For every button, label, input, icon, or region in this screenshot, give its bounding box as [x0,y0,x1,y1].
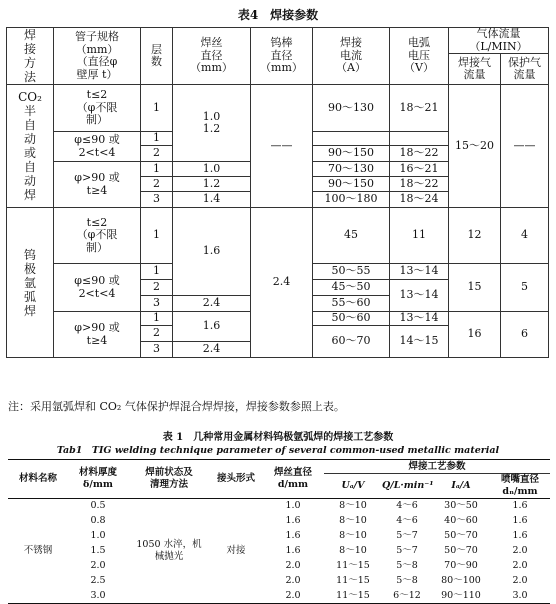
co2-layer: 1 [141,162,173,177]
table-note: 注：采用氩弧焊和 CO₂ 气体保护焊混合焊焊接，焊接参数参照上表。 [8,400,345,413]
co2-voltage: 16～21 [390,162,449,177]
row-wire: 2.0 [285,560,301,571]
co2-layer: 3 [141,192,173,208]
prep-method: 1050 水淬，机 械抛光 [128,499,210,604]
co2-wire: 1.4 [173,192,251,208]
row-wire: 1.6 [285,530,301,541]
co2-spec-2: φ≤90 或 2<t<4 [54,132,141,162]
row-nozzle: 2.0 [512,560,528,571]
co2-layer: 1 [141,85,173,132]
table4-title: 表4 焊接参数 [237,8,319,22]
tig-current: 45～50 [313,280,390,296]
row-nozzle: 1.6 [512,515,528,526]
row-thickness: 2.5 [90,575,106,586]
row-thickness: 1.0 [90,530,106,541]
welding-parameters-table [6,27,549,358]
tig-current: 50～55 [313,264,390,280]
tig-voltage: 14～15 [390,326,449,358]
co2-wire: 1.2 [173,177,251,192]
co2-current: 90～150 [313,146,390,162]
header-pipe-spec: 管子规格 （mm） （直径φ 壁厚 t） [54,28,141,85]
co2-current: 90～130 [313,85,390,132]
row-voltage: 11～15 [336,575,370,586]
tig-voltage: 13～14 [390,264,449,280]
row-thickness: 0.5 [90,500,106,512]
table1-title-en: Tab1 TIG welding technique parameter of several common-used metallic material [56,445,500,456]
co2-current [313,132,390,146]
tig-current: 45 [313,208,390,264]
material-name: 不锈钢 [8,499,68,604]
tig-gas-weld: 16 [449,312,501,358]
co2-voltage [390,132,449,146]
header-gas-flow: 气体流量 （L/MIN） [449,28,549,54]
tig-current: 60～70 [313,326,390,358]
tig-voltage: 13～14 [390,312,449,326]
tig-voltage: 13～14 [390,280,449,312]
row-flow: 5～8 [396,560,418,571]
row-nozzle: 3.0 [490,589,550,604]
tig-gas-shield: 5 [501,264,549,312]
co2-voltage: 18～22 [390,177,449,192]
tig-gas-weld: 12 [449,208,501,264]
header-joint: 接头形式 [210,460,262,499]
header-prep: 焊前状态及 清理方法 [128,460,210,499]
row-current: 90～110 [432,589,490,604]
row-thickness: 3.0 [68,589,128,604]
co2-layer: 2 [141,146,173,162]
row-current: 80～100 [441,575,481,586]
row-voltage: 8～10 [339,500,367,512]
row-thickness: 1.5 [90,545,106,556]
header-params: 焊接工艺参数 [324,460,550,474]
row-flow: 4～6 [396,515,418,526]
co2-tungsten: —— [251,85,313,208]
co2-voltage: 18～24 [390,192,449,208]
row-flow: 4～6 [396,500,418,512]
tig-current: 55～60 [313,296,390,312]
tig-gas-shield: 6 [501,312,549,358]
tig-layer: 1 [141,208,173,264]
co2-voltage: 18～21 [390,85,449,132]
row-current: 50～70 [444,530,478,541]
table1-title-cn: 表 1 几种常用金属材料钨极氩弧焊的焊接工艺参数 [162,432,394,443]
tig-tungsten: 2.4 [251,208,313,358]
row-nozzle: 1.6 [512,530,528,541]
row-flow: 5～7 [396,530,418,541]
tig-gas-weld: 15 [449,264,501,312]
row-flow: 5～8 [396,575,418,586]
header-tungsten-diameter: 钨棒 直径 （mm） [251,28,313,85]
tig-layer: 2 [141,326,173,342]
row-wire: 1.6 [285,545,301,556]
co2-current: 70～130 [313,162,390,177]
header-voltage: Uₐ/V [324,474,382,499]
tig-voltage: 11 [390,208,449,264]
row-nozzle: 1.6 [512,500,528,512]
tig-wire: 2.4 [173,296,251,312]
row-flow: 5～7 [396,545,418,556]
co2-current: 100～180 [313,192,390,208]
tig-wire: 1.6 [173,208,251,296]
row-nozzle: 2.0 [512,575,528,586]
row-wire: 1.6 [285,515,301,526]
tig-layer: 1 [141,264,173,280]
header-wire-diameter: 焊丝 直径 （mm） [173,28,251,85]
row-wire: 2.0 [262,589,324,604]
tig-layer: 3 [141,342,173,358]
header-shield-gas: 保护气 流量 [501,54,549,85]
co2-gas-weld: 15～20 [449,85,501,208]
row-voltage: 8～10 [339,515,367,526]
row-voltage: 11～15 [336,560,370,571]
co2-spec-1: t≤2 （φ不限 制） [54,85,141,132]
header-thickness: 材料厚度 δ/mm [68,460,128,499]
header-nozzle: 喷嘴直径 dₙ/mm [490,474,550,499]
tig-parameters-table [8,459,550,604]
row-wire: 1.0 [285,500,301,512]
header-weld-gas: 焊接气 流量 [449,54,501,85]
tig-gas-shield: 4 [501,208,549,264]
row-current: 70～90 [444,560,478,571]
row-flow: 6～12 [382,589,432,604]
co2-layer: 1 [141,132,173,146]
joint-type: 对接 [210,499,262,604]
co2-wire-top: 1.0 1.2 [173,85,251,162]
header-current: 焊接 电流 （A） [313,28,390,85]
row-wire: 2.0 [285,575,301,586]
tig-spec-1: t≤2 （φ不限 制） [54,208,141,264]
co2-gas-shield: —— [501,85,549,208]
co2-method: CO₂ 半 自 动 或 自 动 焊 [7,85,54,208]
tig-method: 钨 极 氩 弧 焊 [7,208,54,358]
tig-spec-2: φ≤90 或 2<t<4 [54,264,141,312]
header-material: 材料名称 [8,460,68,499]
co2-spec-3: φ>90 或 t≥4 [54,162,141,208]
header-current: Iₐ/A [432,474,490,499]
header-wire: 焊丝直径 d/mm [262,460,324,499]
row-nozzle: 2.0 [512,545,528,556]
header-voltage: 电弧 电压 （V） [390,28,449,85]
header-flow: Q/L·min⁻¹ [382,474,432,499]
tig-layer: 1 [141,312,173,326]
row-current: 50～70 [444,545,478,556]
row-current: 30～50 [444,500,478,512]
row-thickness: 0.8 [90,515,106,526]
row-thickness: 2.0 [90,560,106,571]
tig-layer: 2 [141,280,173,296]
tig-spec-3: φ>90 或 t≥4 [54,312,141,358]
tig-layer: 3 [141,296,173,312]
co2-wire: 1.0 [173,162,251,177]
row-current: 40～60 [444,515,478,526]
row-voltage: 8～10 [339,530,367,541]
co2-current: 90～150 [313,177,390,192]
co2-voltage: 18～22 [390,146,449,162]
header-method: 焊 接 方 法 [7,28,54,85]
row-voltage: 11～15 [324,589,382,604]
header-layers: 层 数 [141,28,173,85]
tig-wire: 2.4 [173,342,251,358]
co2-layer: 2 [141,177,173,192]
tig-wire: 1.6 [173,312,251,342]
tig-current: 50～60 [313,312,390,326]
row-voltage: 8～10 [339,545,367,556]
